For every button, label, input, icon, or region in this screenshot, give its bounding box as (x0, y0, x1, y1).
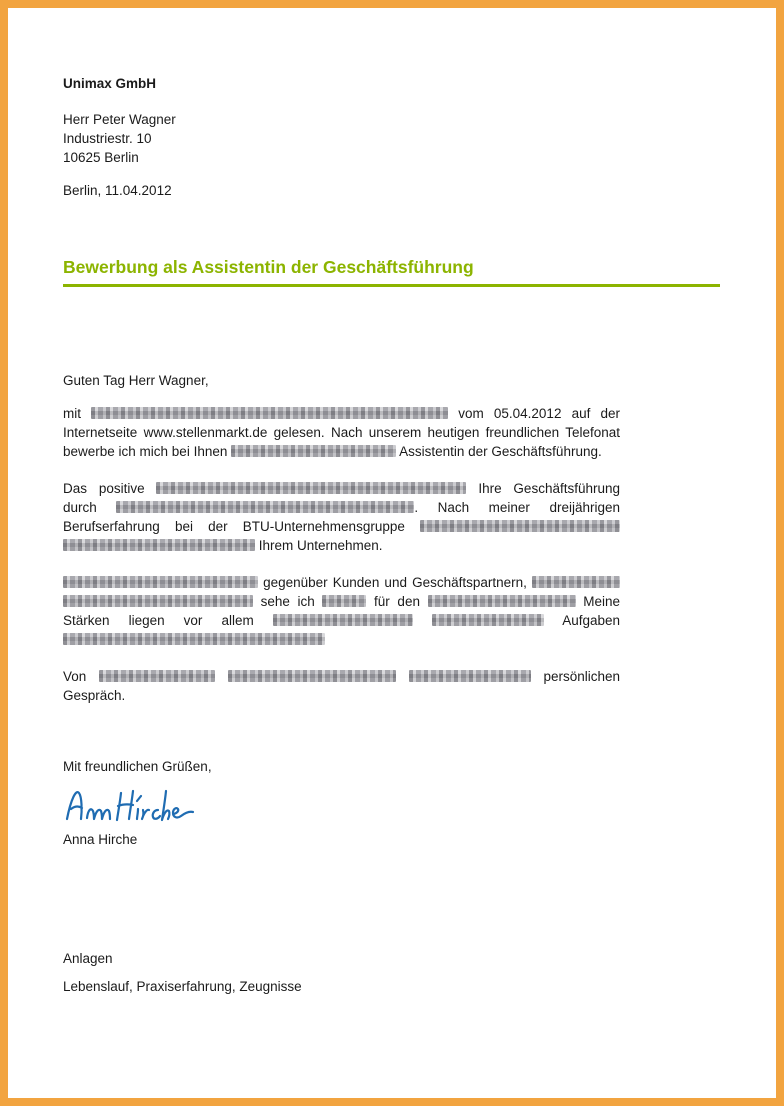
recipient-city: 10625 Berlin (63, 150, 139, 165)
subject-underline (63, 284, 720, 287)
letter-paragraph: mit vom 05.04.2012 auf der Internetseite www.stellenmarkt.de gelesen. Nach unserem heutigen freundlichen Telefonat bewerbe ich mich bei Ihnen Assistentin der Geschäftsführung. (63, 406, 620, 459)
enclosures-list: Lebenslauf, Praxiserfahrung, Zeugnisse (63, 979, 302, 994)
redacted-text (63, 633, 325, 645)
redacted-text (231, 445, 396, 457)
date-line: Berlin, 11.04.2012 (63, 183, 172, 198)
redacted-text (63, 539, 255, 551)
letter-paragraphs (63, 404, 620, 705)
redacted-text (409, 670, 531, 682)
redacted-text (63, 595, 253, 607)
redacted-text (428, 595, 576, 607)
redacted-text (116, 501, 414, 513)
recipient-name: Herr Peter Wagner (63, 112, 176, 127)
signature-image (63, 781, 720, 827)
redacted-text (91, 407, 448, 419)
recipient-address (63, 110, 720, 167)
closing-phrase: Mit freundlichen Grüßen, (63, 759, 212, 774)
redacted-text (432, 614, 544, 626)
redacted-text (273, 614, 413, 626)
company-name: Unimax GmbH (63, 76, 157, 91)
letter-paragraph: gegenüber Kunden und Geschäftspartnern, sehe ich für den Meine Stärken liegen vor allem Aufgaben (63, 573, 620, 649)
redacted-text (532, 576, 620, 588)
letter-paragraph: Von persönlichen Gespräch. (63, 669, 620, 703)
letter-paragraph: Das positive Ihre Geschäftsführung durch . Nach meiner dreijährigen Berufserfahrung bei der BTU-Unternehmensgruppe Ihrem Unternehmen. (63, 481, 620, 553)
signature-name: Anna Hirche (63, 832, 138, 847)
redacted-text (228, 670, 396, 682)
redacted-text (156, 482, 466, 494)
recipient-street: Industriestr. 10 (63, 131, 152, 146)
redacted-text (63, 576, 258, 588)
enclosures-label: Anlagen (63, 951, 113, 966)
redacted-text (322, 595, 366, 607)
redacted-text (99, 670, 215, 682)
salutation: Guten Tag Herr Wagner, (63, 373, 209, 388)
signature-strokes (63, 781, 213, 827)
subject-heading: Bewerbung als Assistentin der Geschäftsführung (63, 257, 474, 277)
redacted-text (420, 520, 620, 532)
